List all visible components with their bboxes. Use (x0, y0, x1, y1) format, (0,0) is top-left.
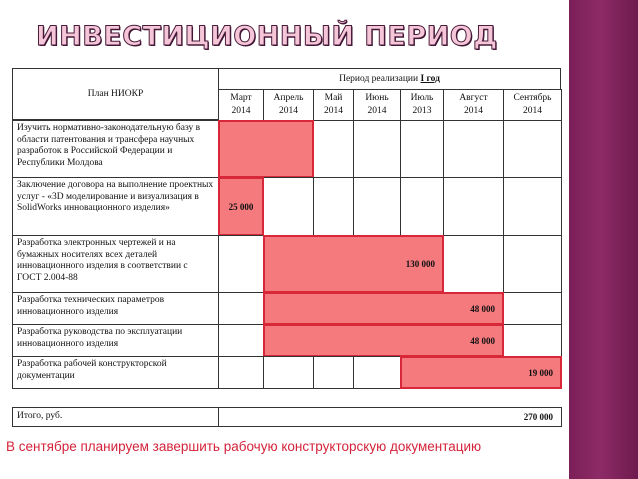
month-year: 2014 (367, 106, 387, 116)
schedule-cell (503, 324, 562, 357)
schedule-cell (218, 356, 264, 389)
schedule-cell (503, 292, 562, 325)
plan-label: План НИОКР (87, 89, 144, 99)
month-header-cell (263, 89, 314, 121)
schedule-cell (263, 356, 314, 389)
month-year: 2014 (324, 106, 343, 116)
schedule-cell (443, 177, 504, 236)
month-name: Июнь (365, 93, 389, 103)
schedule-cell (218, 292, 264, 325)
schedule-cell (400, 120, 444, 178)
month-name: Май (324, 93, 343, 103)
task-label-cell (12, 120, 219, 178)
month-header-cell (503, 89, 562, 121)
task-label: Изучить нормативно-законодательную базу в области патентования и трансфера научных разработок в Российской Федерации и Республики Молдова (17, 123, 201, 168)
schedule-cell (503, 177, 562, 236)
gantt-bar (263, 235, 444, 293)
total-label-cell (12, 407, 219, 427)
schedule-cell (353, 356, 401, 389)
total-label: Итого, руб. (17, 411, 63, 422)
header-period-cell (218, 68, 561, 90)
month-year: 2014 (464, 106, 483, 116)
task-label: Заключение договора на выполнение проектных услуг - «3D моделирование и визуализация в SolidWorks инновационного изделия» (17, 180, 214, 213)
gantt-bar (263, 292, 504, 325)
month-name: Август (459, 93, 488, 103)
schedule-cell (443, 235, 504, 293)
gantt-bar (218, 120, 314, 178)
task-label: Разработка технических параметров инновационного изделия (17, 295, 165, 317)
task-label-cell (12, 235, 219, 293)
month-year: 2013 (412, 106, 432, 116)
schedule-cell (313, 120, 354, 178)
schedule-cell (443, 120, 504, 178)
month-name: Апрель (273, 93, 304, 103)
bar-amount: 48 000 (470, 303, 495, 314)
task-label: Разработка электронных чертежей и на бумажных носителях всех деталей инновационного изделия в соответствии с ГОСТ 2.004-88 (17, 238, 188, 283)
header-plan-cell (12, 68, 219, 120)
month-name: Март (230, 93, 252, 103)
month-header-cell (443, 89, 504, 121)
schedule-cell (400, 177, 444, 236)
schedule-cell (218, 235, 264, 293)
month-header-cell (400, 89, 444, 121)
period-year: I год (420, 74, 440, 84)
schedule-cell (503, 120, 562, 178)
bar-amount: 130 000 (405, 259, 435, 269)
task-label-cell (12, 177, 219, 236)
task-label: Разработка руководства по эксплуатации инновационного изделия (17, 327, 183, 349)
month-year: 2014 (231, 106, 251, 116)
page-title: ИНВЕСТИЦИОННЫЙ ПЕРИОД (36, 21, 498, 52)
gantt-bar (218, 177, 264, 236)
month-name: Июль (410, 93, 434, 103)
task-label: Разработка рабочей конструкторской документации (17, 359, 167, 381)
decorative-sidebar (569, 0, 638, 479)
task-label-cell (12, 356, 219, 389)
schedule-cell (503, 235, 562, 293)
gantt-bar (263, 324, 504, 357)
task-label-cell (12, 292, 219, 325)
footer-note: В сентябре планируем завершить рабочую конструкторскую документацию (6, 439, 482, 454)
schedule-cell (353, 120, 401, 178)
month-header-cell (218, 89, 264, 121)
month-header-cell (353, 89, 401, 121)
task-label-cell (12, 324, 219, 357)
month-year: 2014 (523, 106, 542, 116)
month-name: Сентябрь (513, 93, 552, 103)
schedule-cell (313, 177, 354, 236)
bar-amount: 25 000 (228, 201, 254, 212)
gantt-bar (400, 356, 562, 389)
total-amount-cell (218, 407, 562, 427)
schedule-cell (263, 177, 314, 236)
bar-amount: 19 000 (528, 367, 553, 378)
bar-amount: 48 000 (470, 335, 495, 346)
schedule-cell (218, 324, 264, 357)
schedule-cell (313, 356, 354, 389)
month-header-cell (313, 89, 354, 121)
total-amount: 270 000 (523, 412, 553, 422)
schedule-cell (353, 177, 401, 236)
period-label: Период реализации (339, 74, 421, 84)
month-year: 2014 (279, 106, 298, 116)
